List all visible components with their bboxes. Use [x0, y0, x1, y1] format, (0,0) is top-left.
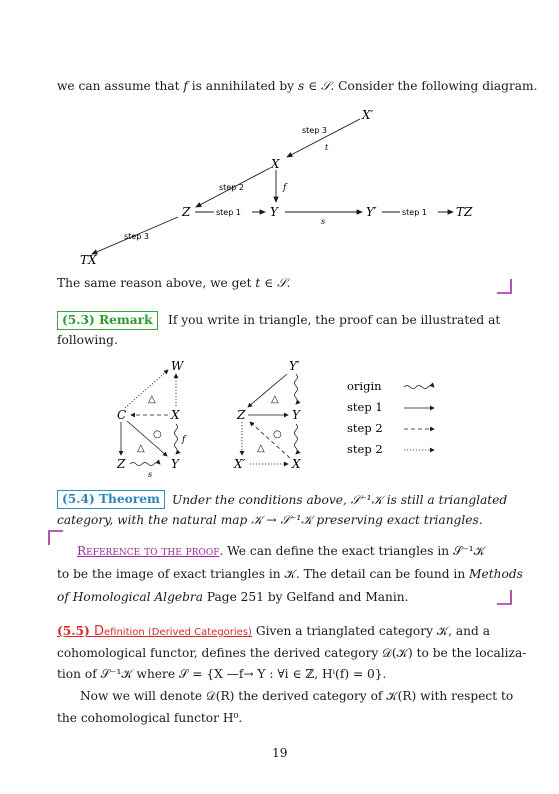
- node-yp: Y′: [366, 205, 377, 219]
- d2-circ-1: ○: [153, 429, 162, 440]
- definition-line4: Now we will denote 𝒟(R) the derived category of 𝒦(R) with respect to: [80, 689, 514, 703]
- label-step1-a: step 1: [216, 208, 241, 217]
- d2-mX: X: [292, 457, 301, 471]
- remark-box: (5.3) Remark: [57, 311, 158, 330]
- d2-Y: Y: [171, 457, 179, 471]
- page-number: 19: [272, 746, 288, 760]
- node-tx: TX: [80, 253, 97, 267]
- node-tz: TZ: [456, 205, 473, 219]
- d2-arrow-x-z: [250, 422, 290, 458]
- node-z: Z: [182, 205, 191, 219]
- d2-wavy-z-y: [130, 463, 160, 466]
- d2-Yp: Y′: [289, 359, 300, 373]
- d2-tri-1: △: [148, 394, 156, 405]
- intro-c: . Consider the following diagram.: [330, 79, 538, 93]
- d2-wavy-x-y: [175, 424, 178, 454]
- reference-heading: Reference to the proof: [77, 544, 220, 558]
- intro-s: s ∈ 𝒮: [297, 79, 331, 93]
- d2-wavy-y-x: [295, 424, 298, 454]
- label-step3-bottom: step 3: [124, 232, 149, 241]
- d2-s: s: [148, 470, 153, 479]
- remark-line2: following.: [57, 333, 118, 347]
- definition-line1: [57, 623, 490, 641]
- reference-line2: to be the image of exact triangles in 𝒦. The detail can be found in Methods: [57, 567, 523, 581]
- d2-Xp: X′: [234, 457, 246, 471]
- legend-label-0: origin: [347, 379, 382, 393]
- label-step3-top: step 3: [302, 126, 327, 135]
- d2-Z: Z: [117, 457, 126, 471]
- definition-title: (5.5) Definition (Derived Categories): [57, 624, 252, 639]
- d2-mZ: Z: [237, 408, 246, 422]
- node-xp: X′: [362, 108, 374, 122]
- reference-line1: [77, 543, 485, 560]
- same-reason-line: The same reason above, we get t ∈ 𝒮.: [57, 276, 291, 290]
- begin-corner: [49, 531, 65, 547]
- legend-line-wavy: [404, 386, 434, 389]
- d2-f: f: [182, 435, 186, 445]
- reference-line3: of Homological Algebra Page 251 by Gelfand and Manin.: [57, 590, 409, 604]
- legend-label-3: step 2: [347, 442, 383, 456]
- definition-line2: cohomological functor, defines the derived category 𝒟(𝒦) to be the localiza-: [57, 646, 527, 660]
- reference-text1: . We can define the exact triangles in 𝒮⁻¹𝒦: [219, 544, 486, 558]
- label-s: s: [321, 217, 326, 226]
- label-step1-b: step 1: [402, 208, 427, 217]
- theorem-line2: category, with the natural map 𝒦 → 𝒮⁻¹𝒦 preserving exact triangles.: [57, 513, 483, 527]
- label-step2: step 2: [219, 183, 244, 192]
- d2-arrow-yp-z: [248, 374, 287, 407]
- d2-circ-2: ○: [273, 429, 282, 440]
- end-corner-2: [497, 590, 513, 606]
- d2-wavy-yp-y: [295, 374, 298, 404]
- same-reason-text: The same reason above, we get: [57, 276, 256, 290]
- theorem-box: (5.4) Theorem: [57, 490, 165, 509]
- d2-tri-4: △: [257, 443, 265, 454]
- legend-label-1: step 1: [347, 400, 383, 414]
- intro-a: we can assume that: [57, 79, 184, 93]
- intro-b: is annihilated by: [187, 79, 298, 93]
- d2-C: C: [117, 408, 127, 422]
- node-y: Y: [270, 205, 278, 219]
- label-f: f: [283, 183, 287, 193]
- label-t: t: [325, 143, 329, 152]
- intro-f: f: [183, 79, 188, 93]
- d2-X: X: [171, 408, 180, 422]
- definition-line3: tion of 𝒮⁻¹𝒦 where 𝒮 = {X —f→ Y : ∀i ∈ ℤ, Hⁱ(f) = 0}.: [57, 667, 387, 681]
- definition-text1: Given a trianglated category 𝒦, and a: [251, 624, 490, 638]
- d2-arrow-c-w: [125, 370, 168, 408]
- node-x: X: [271, 157, 280, 171]
- same-reason-math: t ∈ 𝒮: [255, 276, 287, 290]
- d2-tri-3: △: [271, 394, 279, 405]
- d2-mY: Y: [292, 408, 300, 422]
- d2-tri-2: △: [137, 443, 145, 454]
- remark-line1: If you write in triangle, the proof can be illustrated at: [168, 313, 501, 327]
- definition-line5: the cohomological functor H⁰.: [57, 711, 243, 725]
- d2-W: W: [171, 359, 184, 373]
- legend-label-2: step 2: [347, 421, 383, 435]
- theorem-line1: Under the conditions above, 𝒮⁻¹𝒦 is still a trianglated: [172, 493, 508, 507]
